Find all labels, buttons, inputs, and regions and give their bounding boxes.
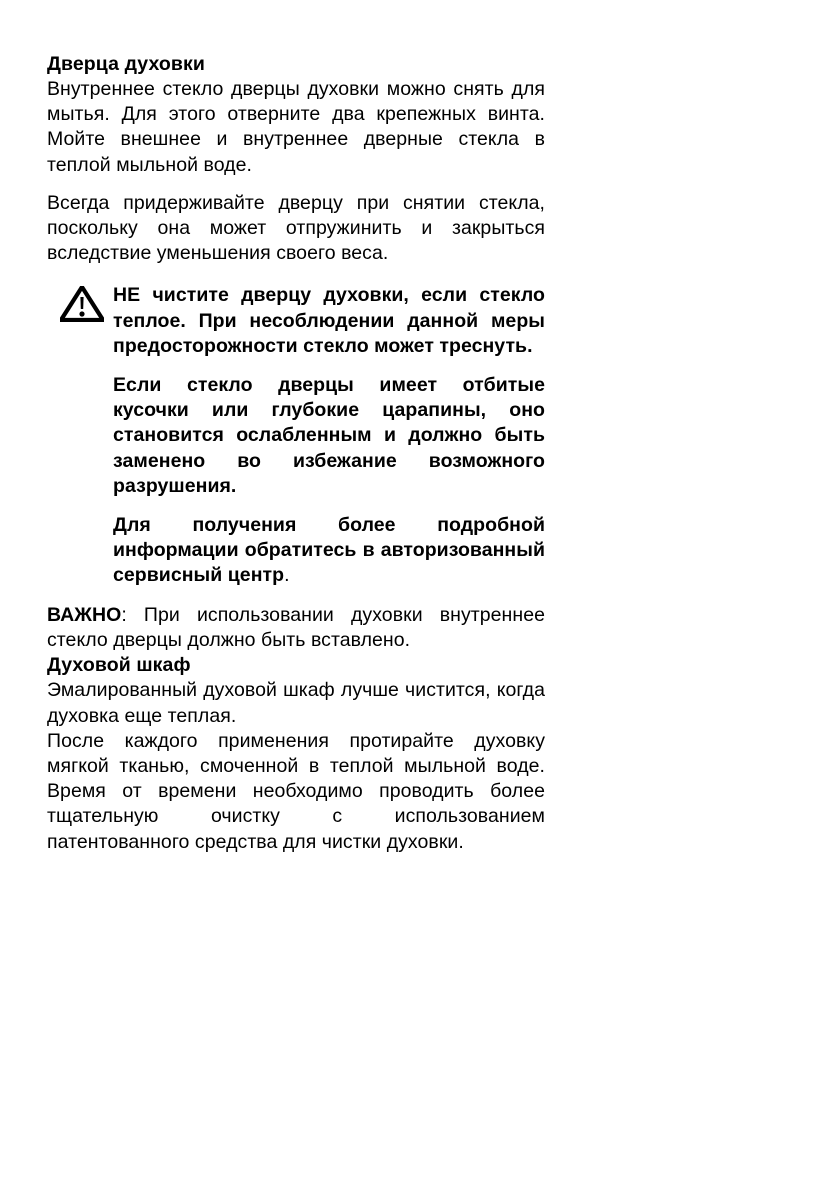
page-title-oven-cabinet: Духовой шкаф	[47, 654, 191, 677]
important-note	[47, 603, 545, 653]
text-column	[47, 52, 545, 855]
important-label: ВАЖНО	[47, 603, 122, 626]
warning-paragraph-2: Если стекло дверцы имеет отбитые кусочки или глубокие царапины, оно становится ослабленным и должно быть заменено во избежание возможного разрушения.	[113, 373, 545, 498]
warning-paragraph-3	[113, 513, 545, 589]
warning-triangle-icon	[60, 286, 104, 322]
paragraph-oven-door-1: Внутреннее стекло дверцы духовки можно снять для мытья. Для этого отверните два крепежных винта. Мойте внешнее и внутреннее дверные стекла в теплой мыльной воде.	[47, 78, 545, 176]
paragraph-oven-cabinet-2: После каждого применения протирайте духовку мягкой тканью, смоченной в теплой мыльной воде. Время от времени необходимо проводить более тщательную очистку с использованием патентованного средства для чистки духовки.	[47, 729, 545, 853]
paragraph-oven-door-2: Всегда придерживайте дверцу при снятии стекла, поскольку она может отпружинить и закрыться вследствие уменьшения своего веса.	[47, 191, 545, 265]
warning-block	[47, 283, 545, 588]
paragraph-oven-cabinet-1: Эмалированный духовой шкаф лучше чистится, когда духовка еще теплая.	[47, 679, 545, 727]
warning-paragraph-3-period: .	[284, 564, 290, 587]
warning-paragraph-1: НЕ чистите дверцу духовки, если стекло теплое. При несоблюдении данной меры предосторожности стекло может треснуть.	[113, 284, 545, 358]
important-text: : При использовании духовки внутреннее стекло дверцы должно быть вставлено.	[47, 603, 545, 652]
page-title-oven-door: Дверца духовки	[47, 53, 205, 75]
warning-paragraph-3-text: Для получения более подробной информации обратитесь в авторизованный сервисный центр	[113, 513, 545, 587]
